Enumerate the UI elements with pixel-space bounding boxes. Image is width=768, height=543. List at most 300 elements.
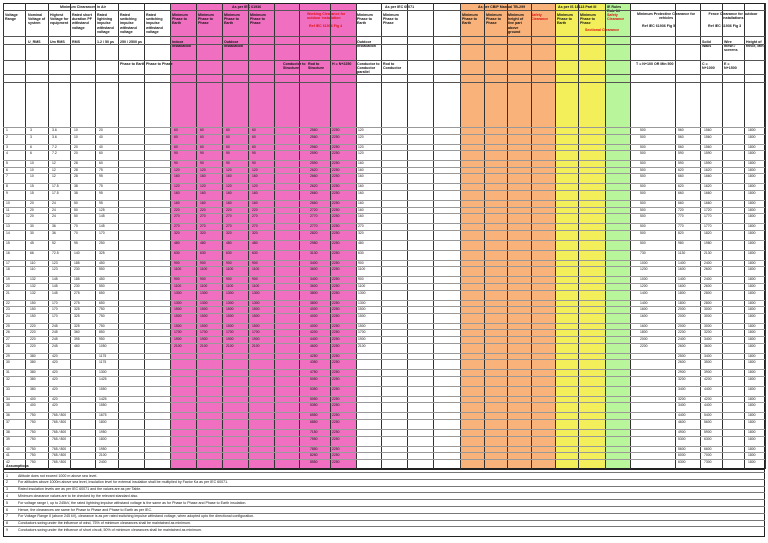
table-cell-f2: 820 (678, 230, 684, 235)
note-number: 1 (6, 473, 8, 478)
column-divider (381, 3, 382, 469)
table-cell-f3: 2130 (704, 250, 712, 255)
table-cell-pp: 160 (252, 174, 258, 179)
table-cell-um: 765 / 800 (52, 413, 67, 418)
table-cell-n: 35 (6, 403, 10, 408)
table-cell-f2: 1800 (678, 290, 686, 295)
table-cell-h: 2820 (310, 230, 318, 235)
table-cell-f3: 1590 (704, 161, 712, 166)
row-divider (3, 240, 765, 241)
table-cell-ie: 1300 (358, 300, 366, 305)
table-cell-f4: 1800 (748, 230, 756, 235)
column-divider (407, 3, 408, 469)
table-cell-pe: 900 (226, 260, 232, 265)
table-cell-um: 170 (52, 300, 58, 305)
table-cell-pe: 1700 (226, 330, 234, 335)
assumptions-title: Assumptions (6, 464, 29, 468)
column-divider (507, 3, 508, 469)
table-cell-ie: 1900 (358, 337, 366, 341)
table-cell-pe: 480 (174, 240, 180, 245)
table-cell-li: 750 (99, 323, 105, 328)
table-cell-f2: 5300 (678, 436, 686, 441)
table-cell-pp: 2100 (252, 343, 260, 348)
table-cell-pf: 395 (74, 337, 80, 341)
units-outdoor-iec60071: Outdoor installation (357, 40, 376, 49)
table-cell-pe: 120 (226, 184, 232, 189)
table-cell-um: 420 (52, 403, 58, 408)
table-cell-f4: 1800 (748, 446, 756, 451)
table-cell-f4: 1800 (748, 436, 756, 441)
table-cell-li: 1800 (99, 436, 107, 441)
table-cell-h: 2660 (310, 174, 318, 179)
table-cell-f3: 5600 (704, 420, 712, 424)
table-cell-n: 7 (6, 174, 8, 179)
table-cell-f2: 2000 (678, 323, 686, 328)
table-cell-ie: 270 (358, 224, 364, 229)
row-divider (3, 412, 765, 413)
table-cell-u: 10 (30, 161, 34, 166)
table-cell-pe: 1500 (174, 323, 182, 328)
table-cell-f4: 1800 (748, 459, 756, 464)
table-cell-f3: 2400 (704, 277, 712, 282)
table-cell-pe: 1100 (226, 267, 234, 272)
header-protective-clearance: Minimum Protective Clearance for vehicles (636, 12, 696, 21)
table-cell-li: 1425 (99, 396, 107, 401)
row-divider (3, 200, 765, 201)
table-cell-u: 220 (30, 343, 36, 348)
table-cell-pp: 1500 (200, 313, 208, 318)
table-cell-pe: 120 (226, 167, 232, 172)
table-cell-x: 2250 (332, 167, 340, 172)
table-cell-li: 1050 (99, 343, 107, 348)
table-cell-um: 170 (52, 313, 58, 318)
table-cell-f2: 4400 (678, 413, 686, 418)
table-cell-pe: 630 (226, 250, 232, 255)
table-cell-n: 16 (6, 250, 10, 255)
table-cell-f3: 3400 (704, 353, 712, 358)
column-divider (196, 3, 197, 469)
table-cell-um: 765 / 800 (52, 436, 67, 441)
table-cell-pp: 90 (200, 161, 204, 166)
table-cell-pp: 120 (252, 167, 258, 172)
table-cell-pp: 160 (200, 201, 206, 205)
table-cell-n: 4 (6, 151, 8, 156)
table-cell-li: 950 (99, 337, 105, 341)
table-cell-pp: 1900 (200, 337, 208, 341)
table-cell-pp: 60 (200, 144, 204, 149)
table-cell-f3: 1660 (704, 201, 712, 205)
table-cell-li: 40 (99, 144, 103, 149)
table-cell-pe: 320 (174, 230, 180, 235)
table-cell-pf: 50 (74, 214, 78, 219)
table-cell-f1: 1400 (640, 300, 648, 305)
table-cell-f1: 500 (640, 184, 646, 189)
table-cell-f2: 2600 (678, 343, 686, 348)
table-cell-f1: 1600 (640, 307, 648, 312)
table-cell-h: 3600 (310, 284, 318, 288)
header-iec60071: As per IEC 60071 (385, 5, 415, 9)
row-divider (3, 160, 765, 161)
table-cell-pp: 220 (252, 207, 258, 212)
table-cell-pe: 1500 (174, 307, 182, 312)
table-cell-u: 6 (30, 144, 32, 149)
units-wire-mesh: Wire mesh / screens (724, 40, 738, 53)
table-cell-pp: 160 (200, 174, 206, 179)
table-cell-f2: 590 (678, 151, 684, 156)
table-cell-f4: 1800 (748, 240, 756, 245)
table-cell-h: 2660 (310, 201, 318, 205)
table-cell-f4: 1800 (748, 207, 756, 212)
row-divider (3, 167, 765, 168)
table-cell-ie: 160 (358, 167, 364, 172)
table-cell-f3: 2600 (704, 284, 712, 288)
table-cell-ie: 120 (358, 128, 364, 132)
table-cell-h: 4000 (310, 313, 318, 318)
table-cell-um: 17.5 (52, 191, 59, 195)
table-cell-ie: 1700 (358, 330, 366, 335)
table-cell-pp: 160 (200, 191, 206, 195)
column-divider (605, 3, 606, 469)
units-outdoor: Outdoor installation (224, 40, 243, 49)
table-cell-n: 9 (6, 191, 8, 195)
table-cell-pp: 320 (252, 230, 258, 235)
table-cell-pp: 1700 (252, 330, 260, 335)
units-phase-phase: Phase to Phase (146, 62, 173, 66)
table-cell-pf: 20 (74, 144, 78, 149)
table-cell-um: 765 / 800 (52, 459, 67, 464)
table-cell-x: 2250 (332, 290, 340, 295)
table-cell-h: 4350 (310, 360, 318, 365)
table-cell-pe: 900 (174, 277, 180, 282)
table-cell-pf: 185 (74, 260, 80, 265)
col-rated-pf: Rated short duration PF withstand voltage (72, 13, 92, 30)
table-cell-f1: 2200 (640, 343, 648, 348)
table-cell-pe: 60 (174, 144, 178, 149)
table-cell-li: 145 (99, 224, 105, 229)
table-cell-x: 2250 (332, 134, 340, 139)
table-cell-pe: 320 (226, 230, 232, 235)
table-cell-f3: 3200 (704, 330, 712, 335)
table-cell-f4: 1800 (748, 396, 756, 401)
table-cell-f1: 1600 (640, 313, 648, 318)
column-divider (95, 3, 96, 469)
col-rated-switching-pe: Rated switching impulse withstand voltage (120, 13, 137, 34)
column-divider (433, 3, 434, 469)
col-section-clearance: Sectional Clearance (585, 28, 620, 32)
table-cell-u: 220 (30, 323, 36, 328)
table-cell-pp: 60 (200, 134, 204, 139)
table-cell-pe: 270 (226, 224, 232, 229)
table-cell-n: 3 (6, 144, 8, 149)
row-divider (3, 336, 765, 337)
table-cell-li: 95 (99, 201, 103, 205)
table-cell-pp: 160 (252, 201, 258, 205)
table-cell-f3: 4400 (704, 386, 712, 391)
table-cell-pf: 70 (74, 230, 78, 235)
table-cell-li: 20 (99, 128, 103, 132)
table-cell-f3: 1820 (704, 230, 712, 235)
table-cell-um: 245 (52, 343, 58, 348)
table-cell-f1: 500 (640, 207, 646, 212)
header-cbip: As per CBIP Manual TB-299 (478, 5, 526, 9)
table-cell-f1: 500 (640, 174, 646, 179)
table-cell-f3: 1980 (704, 240, 712, 245)
column-divider (578, 3, 579, 469)
table-cell-um: 420 (52, 396, 58, 401)
col-nominal-voltage: Nominal Voltage of system (28, 13, 46, 26)
table-cell-f2: 660 (678, 174, 684, 179)
table-cell-pf: 325 (74, 313, 80, 318)
table-cell-pf: 28 (74, 174, 78, 179)
table-cell-f3: 1660 (704, 191, 712, 195)
table-cell-pe: 90 (226, 151, 230, 156)
table-cell-h: 4000 (310, 307, 318, 312)
table-cell-f2: 560 (678, 134, 684, 139)
table-cell-li: 2400 (99, 459, 107, 464)
table-cell-x: 2250 (332, 191, 340, 195)
table-cell-f2: 2400 (678, 337, 686, 341)
table-cell-pe: 160 (174, 201, 180, 205)
note-number: 7 (6, 514, 8, 519)
table-cell-pf: 70 (74, 224, 78, 229)
table-cell-n: 36 (6, 413, 10, 418)
table-cell-um: 12 (52, 174, 56, 179)
row-divider (3, 183, 765, 184)
table-cell-f4: 1800 (748, 353, 756, 358)
table-cell-x: 2250 (332, 376, 340, 381)
table-cell-pe: 1900 (174, 337, 182, 341)
table-cell-f1: 1000 (640, 277, 648, 282)
table-cell-pf: 38 (74, 191, 78, 195)
table-cell-pp: 320 (200, 230, 206, 235)
column-divider (70, 3, 71, 469)
table-cell-u: 380 (30, 370, 36, 375)
table-cell-x: 2250 (332, 300, 340, 305)
table-cell-u: 400 (30, 396, 36, 401)
table-cell-u: 45 (30, 240, 34, 245)
row-divider (3, 144, 765, 145)
table-cell-h: 8550 (310, 459, 318, 464)
table-cell-pe: 220 (226, 207, 232, 212)
header-working-clearance-2: outdoor installation (307, 16, 341, 20)
table-cell-um: 765 / 800 (52, 430, 67, 434)
table-cell-pf: 325 (74, 323, 80, 328)
table-cell-f3: 1770 (704, 214, 712, 219)
units-switching: 250 / 2500 µs (120, 40, 143, 44)
units-u: U_RMS (28, 40, 41, 44)
table-cell-f1: 500 (640, 128, 646, 132)
table-cell-u: 132 (30, 290, 36, 295)
table-cell-um: 24 (52, 214, 56, 219)
table-cell-f4: 1800 (748, 201, 756, 205)
note-number: 4 (6, 493, 8, 498)
table-cell-f3: 1770 (704, 224, 712, 229)
row-divider (3, 173, 765, 174)
row-divider (3, 260, 765, 261)
table-cell-um: 52 (52, 240, 56, 245)
table-cell-pe: 1100 (226, 284, 234, 288)
table-cell-pe: 270 (174, 214, 180, 219)
col-highest-voltage: Highest Voltage for equipment (50, 13, 69, 26)
table-cell-pe: 2100 (226, 343, 234, 348)
table-cell-pp: 60 (200, 128, 204, 132)
table-cell-f2: 3200 (678, 396, 686, 401)
table-cell-pe: 60 (174, 134, 178, 139)
table-cell-pp: 1300 (252, 300, 260, 305)
header-divider (3, 44, 765, 45)
table-cell-ie: 160 (358, 191, 364, 195)
table-cell-u: 3 (30, 134, 32, 139)
table-cell-ie: 2100 (358, 343, 366, 348)
table-cell-f1: 1600 (640, 323, 648, 328)
table-cell-um: 420 (52, 386, 58, 391)
table-cell-pf: 10 (74, 134, 78, 139)
row-divider (3, 223, 765, 224)
table-cell-pp: 1700 (200, 330, 208, 335)
table-cell-n: 22 (6, 300, 10, 305)
table-cell-f1: 1800 (640, 330, 648, 335)
units-solid-walls: Solid Walls (702, 40, 712, 49)
table-cell-x: 2250 (332, 396, 340, 401)
header-ie-rules: IE Rules Rule 64 (607, 5, 622, 14)
table-cell-x: 2250 (332, 277, 340, 282)
table-cell-x: 2250 (332, 214, 340, 219)
table-cell-pe: 220 (174, 207, 180, 212)
table-cell-h: 3800 (310, 300, 318, 305)
table-cell-f2: 5600 (678, 446, 686, 451)
table-cell-n: 30 (6, 360, 10, 365)
table-cell-pe: 60 (226, 144, 230, 149)
table-cell-li: 75 (99, 184, 103, 189)
column-divider (460, 3, 461, 469)
table-cell-n: 12 (6, 214, 10, 219)
table-cell-ie: 1100 (358, 267, 366, 272)
table-cell-pf: 50 (74, 207, 78, 212)
header-min-clearances: Minimum Clearances in Air (60, 5, 106, 9)
table-cell-pp: 60 (252, 128, 256, 132)
table-cell-n: 39 (6, 436, 10, 441)
table-cell-h: 2620 (310, 167, 318, 172)
table-cell-f2: 4600 (678, 420, 686, 424)
table-cell-pp: 270 (200, 224, 206, 229)
col-min-pe-3: Minimum Phase to Earth (357, 13, 373, 26)
table-cell-f1: 500 (640, 161, 646, 166)
table-cell-li: 60 (99, 151, 103, 156)
table-cell-n: 10 (6, 201, 10, 205)
note-text: Conductors swing under the influence of wind, 75% of minimum clearances shall be maintained as minimum. (18, 521, 191, 526)
table-cell-x: 2250 (332, 330, 340, 335)
column-divider (25, 3, 26, 469)
table-cell-pp: 900 (252, 277, 258, 282)
table-cell-u: 400 (30, 403, 36, 408)
table-cell-pe: 1300 (226, 290, 234, 295)
table-cell-f3: 1660 (704, 174, 712, 179)
table-cell-x: 2250 (332, 267, 340, 272)
table-cell-li: 1300 (99, 370, 107, 375)
table-cell-li: 1550 (99, 386, 107, 391)
table-cell-x: 2250 (332, 260, 340, 265)
table-cell-um: 420 (52, 353, 58, 358)
table-cell-li: 1175 (99, 353, 107, 358)
table-cell-h: 7550 (310, 436, 318, 441)
table-cell-n: 20 (6, 284, 10, 288)
table-cell-ie: 160 (358, 184, 364, 189)
table-cell-n: 19 (6, 277, 10, 282)
table-cell-f3: 1560 (704, 128, 712, 132)
table-cell-pe: 1500 (226, 307, 234, 312)
table-cell-u: 110 (30, 267, 36, 272)
column-divider (356, 3, 357, 469)
table-cell-f4: 1800 (748, 337, 756, 341)
table-cell-x: 2250 (332, 323, 340, 328)
note-text: For Voltage Range II (above 245 kV), clearance is as per rated switching impulse withstand voltage, when adopted upto the directional configuration. (18, 514, 255, 519)
table-cell-pe: 2100 (174, 343, 182, 348)
row-divider (3, 306, 765, 307)
table-cell-ie: 160 (358, 201, 364, 205)
table-cell-pp: 1500 (252, 313, 260, 318)
table-cell-u: 750 (30, 446, 36, 451)
row-divider (3, 329, 765, 330)
table-cell-pe: 160 (226, 191, 232, 195)
table-cell-f4: 1800 (748, 224, 756, 229)
col-min-pp-3: Minimum Phase to Phase (383, 13, 399, 26)
table-cell-pf: 28 (74, 161, 78, 166)
table-cell-n: 24 (6, 313, 10, 318)
column-divider (144, 3, 145, 469)
table-cell-x: 2250 (332, 436, 340, 441)
column-divider (274, 3, 275, 469)
table-cell-f2: 560 (678, 128, 684, 132)
note-text: Rated insulation levels are as per IEC 60071 and the values are as per Table. (18, 487, 142, 492)
table-cell-f1: 1200 (640, 284, 648, 288)
col-min-pe-cbip: Minimum Phase to Earth (462, 13, 478, 26)
table-cell-f3: 5900 (704, 430, 712, 434)
table-cell-pp: 60 (252, 134, 256, 139)
table-cell-u: 750 (30, 420, 36, 424)
table-cell-f2: 660 (678, 201, 684, 205)
table-cell-pp: 630 (200, 250, 206, 255)
table-cell-pp: 60 (252, 144, 256, 149)
table-cell-ie: 120 (358, 151, 364, 156)
table-cell-li: 1550 (99, 403, 107, 408)
col-min-pe-is: Minimum Phase to Earth (557, 13, 573, 26)
table-cell-um: 420 (52, 370, 58, 375)
table-cell-um: 245 (52, 323, 58, 328)
units-rms: RMS (72, 40, 80, 44)
table-cell-pp: 270 (252, 214, 258, 219)
table-cell-x: 2250 (332, 453, 340, 458)
units-height-fence: Height of fence, Min (746, 40, 764, 49)
table-cell-f3: 3000 (704, 323, 712, 328)
table-cell-pf: 95 (74, 240, 78, 245)
table-cell-li: 2100 (99, 453, 107, 458)
table-cell-f2: 560 (678, 144, 684, 149)
table-cell-f2: 770 (678, 214, 684, 219)
table-cell-pp: 1100 (200, 267, 208, 272)
table-cell-h: 2560 (310, 128, 318, 132)
table-cell-f3: 6300 (704, 436, 712, 441)
table-cell-pp: 160 (252, 191, 258, 195)
table-cell-h: 2660 (310, 191, 318, 195)
table-cell-f4: 1800 (748, 300, 756, 305)
col-min-height-cbip: Minimum height of live part above ground (508, 13, 524, 34)
row-divider (3, 250, 765, 251)
table-cell-f2: 2500 (678, 353, 686, 358)
table-cell-h: 4750 (310, 370, 318, 375)
table-cell-u: 220 (30, 337, 36, 341)
table-cell-pf: 460 (74, 343, 80, 348)
table-cell-f1: 1200 (640, 267, 648, 272)
